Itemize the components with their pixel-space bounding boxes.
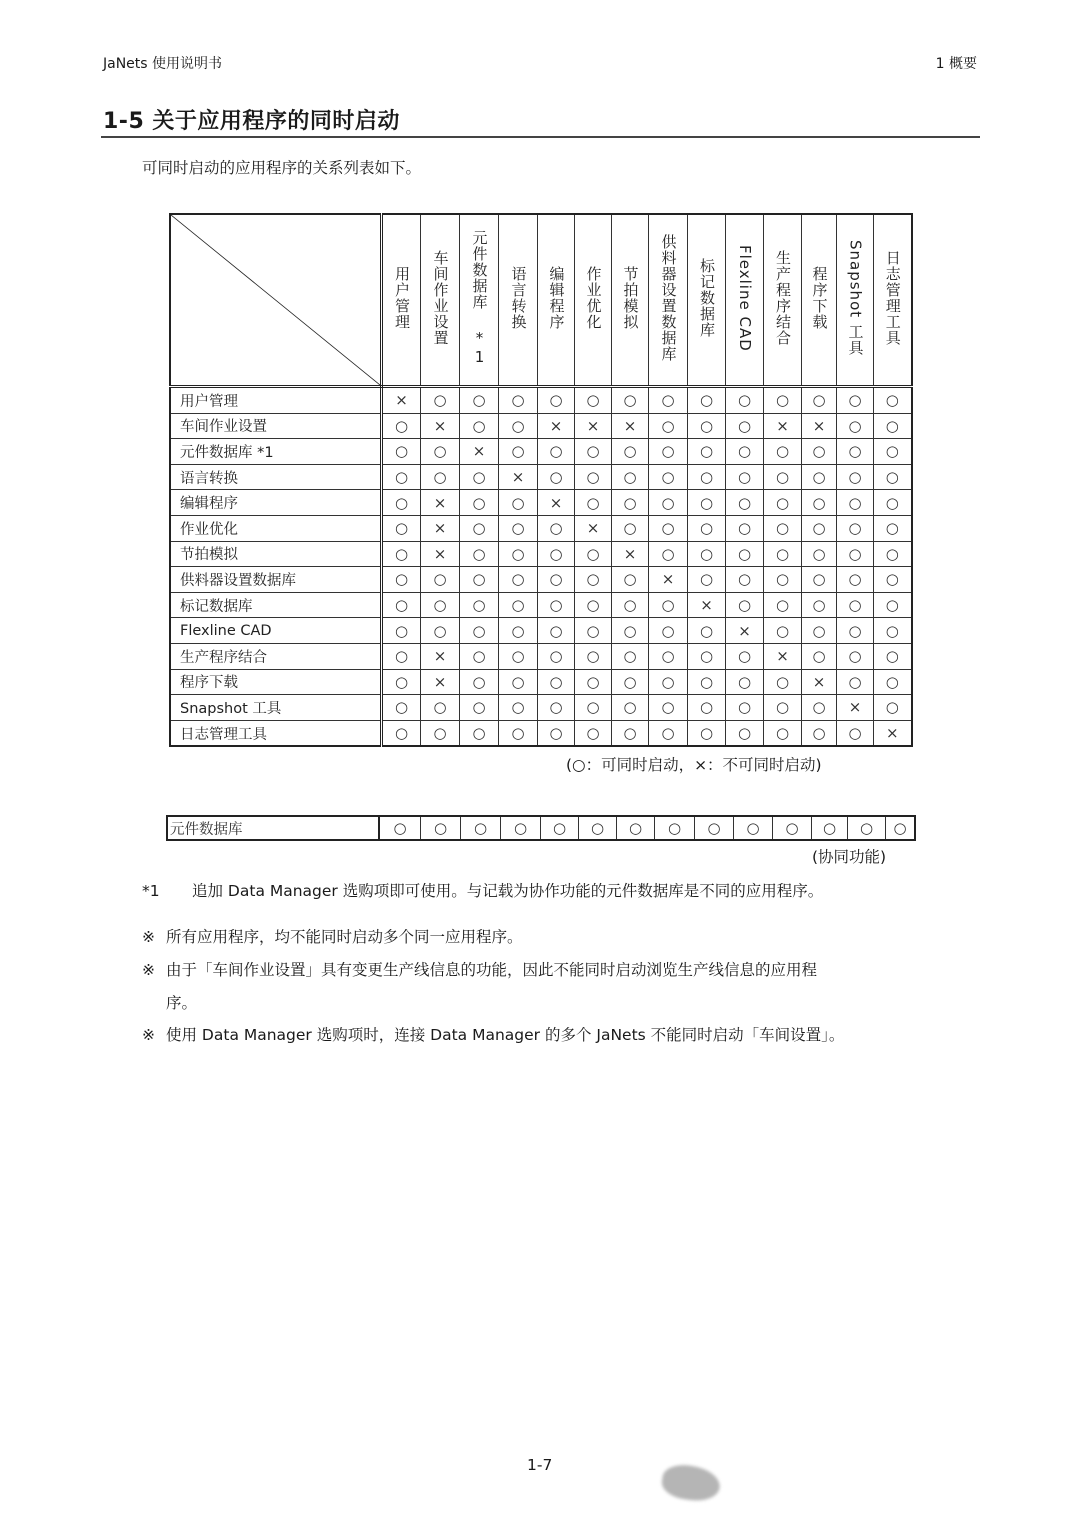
matrix-row bbox=[170, 439, 912, 465]
cell-compatible: ○ bbox=[688, 618, 726, 644]
column-header-label: 节拍模拟 bbox=[621, 266, 640, 330]
cell-compatible: ○ bbox=[837, 592, 874, 618]
cell-compatible: ○ bbox=[802, 695, 837, 721]
cell-compatible: ○ bbox=[538, 464, 575, 490]
note-symbol: ※ bbox=[142, 1026, 155, 1044]
cell-compatible: ○ bbox=[764, 464, 802, 490]
cell-incompatible: × bbox=[726, 618, 764, 644]
column-header-label: 供料器设置数据库 bbox=[659, 234, 678, 362]
cell-compatible: ○ bbox=[460, 515, 499, 541]
cell-compatible: ○ bbox=[726, 413, 764, 439]
cell-incompatible: × bbox=[764, 643, 802, 669]
cell-compatible: ○ bbox=[421, 464, 460, 490]
cell-compatible: ○ bbox=[649, 618, 688, 644]
row-header: 生产程序结合 bbox=[170, 643, 382, 669]
cell-incompatible: × bbox=[421, 643, 460, 669]
cell-compatible: ○ bbox=[874, 567, 912, 593]
cell-incompatible: × bbox=[612, 413, 649, 439]
footnote-text: 追加 Data Manager 选购项即可使用。与记载为协作功能的元件数据库是不同的应用程序。 bbox=[192, 882, 824, 900]
cell-compatible: ○ bbox=[499, 387, 538, 414]
row-header: 语言转换 bbox=[170, 464, 382, 490]
cell-compatible: ○ bbox=[837, 618, 874, 644]
cell-compatible: ○ bbox=[421, 618, 460, 644]
cell-compatible: ○ bbox=[874, 669, 912, 695]
cell-incompatible: × bbox=[802, 413, 837, 439]
cell-compatible: ○ bbox=[837, 643, 874, 669]
cell-compatible: ○ bbox=[612, 515, 649, 541]
cell-compatible: ○ bbox=[499, 618, 538, 644]
cell-compatible: ○ bbox=[802, 720, 837, 746]
cell-incompatible: × bbox=[764, 413, 802, 439]
cell-compatible: ○ bbox=[499, 541, 538, 567]
cell-compatible: ○ bbox=[688, 515, 726, 541]
cell-compatible: ○ bbox=[382, 592, 421, 618]
cell-compatible: ○ bbox=[612, 720, 649, 746]
cell-compatible: ○ bbox=[726, 695, 764, 721]
cell-incompatible: × bbox=[538, 490, 575, 516]
matrix-row bbox=[170, 669, 912, 695]
cell-compatible: ○ bbox=[649, 439, 688, 465]
cell-incompatible: × bbox=[460, 439, 499, 465]
cell-compatible: ○ bbox=[874, 387, 912, 414]
collab-row bbox=[167, 816, 915, 840]
cell-compatible: ○ bbox=[460, 618, 499, 644]
cell-incompatible: × bbox=[538, 413, 575, 439]
cell-compatible: ○ bbox=[382, 464, 421, 490]
cell-compatible: ○ bbox=[726, 669, 764, 695]
column-header bbox=[612, 214, 649, 387]
cell-compatible: ○ bbox=[764, 490, 802, 516]
cell-compatible: ○ bbox=[874, 413, 912, 439]
running-header-right: 1 概要 bbox=[935, 56, 977, 72]
cell-compatible: ○ bbox=[460, 720, 499, 746]
cell-compatible: ○ bbox=[421, 387, 460, 414]
column-header bbox=[837, 214, 874, 387]
matrix-row bbox=[170, 592, 912, 618]
matrix-row bbox=[170, 720, 912, 746]
note-1 bbox=[142, 921, 972, 954]
cell-compatible: ○ bbox=[688, 669, 726, 695]
row-header: 用户管理 bbox=[170, 387, 382, 414]
row-header: 节拍模拟 bbox=[170, 541, 382, 567]
cell-compatible: ○ bbox=[726, 464, 764, 490]
note-3 bbox=[142, 1019, 972, 1052]
cell-compatible: ○ bbox=[649, 669, 688, 695]
matrix-row bbox=[170, 464, 912, 490]
intro-paragraph: 可同时启动的应用程序的关系列表如下。 bbox=[142, 159, 422, 177]
cell-compatible: ○ bbox=[688, 464, 726, 490]
cell-compatible: ○ bbox=[421, 592, 460, 618]
cell-compatible: ○ bbox=[575, 490, 612, 516]
row-header: 作业优化 bbox=[170, 515, 382, 541]
column-header bbox=[575, 214, 612, 387]
column-header bbox=[382, 214, 421, 387]
matrix-row bbox=[170, 618, 912, 644]
column-header bbox=[874, 214, 912, 387]
collab-cell: ○ bbox=[501, 816, 541, 840]
cell-compatible: ○ bbox=[726, 439, 764, 465]
cell-compatible: ○ bbox=[382, 720, 421, 746]
note-continuation: 序。 bbox=[166, 994, 198, 1012]
cell-compatible: ○ bbox=[649, 490, 688, 516]
cell-compatible: ○ bbox=[726, 567, 764, 593]
cell-compatible: ○ bbox=[421, 695, 460, 721]
column-header-label: 编辑程序 bbox=[547, 266, 566, 330]
cell-compatible: ○ bbox=[802, 490, 837, 516]
section-title: 1-5 关于应用程序的同时启动 bbox=[103, 109, 400, 134]
cell-compatible: ○ bbox=[382, 618, 421, 644]
cell-compatible: ○ bbox=[460, 413, 499, 439]
column-header bbox=[538, 214, 575, 387]
cell-compatible: ○ bbox=[874, 490, 912, 516]
row-header: 日志管理工具 bbox=[170, 720, 382, 746]
cell-compatible: ○ bbox=[874, 439, 912, 465]
cell-compatible: ○ bbox=[764, 720, 802, 746]
note-text: 使用 Data Manager 选购项时，连接 Data Manager 的多个 JaNets 不能同时启动「车间设置」。 bbox=[166, 1026, 845, 1044]
cell-compatible: ○ bbox=[649, 464, 688, 490]
cell-compatible: ○ bbox=[612, 490, 649, 516]
cell-compatible: ○ bbox=[575, 541, 612, 567]
cell-compatible: ○ bbox=[538, 567, 575, 593]
matrix-header-row bbox=[170, 214, 912, 387]
cell-compatible: ○ bbox=[499, 515, 538, 541]
title-rule bbox=[101, 136, 980, 138]
cell-incompatible: × bbox=[421, 541, 460, 567]
cell-compatible: ○ bbox=[688, 413, 726, 439]
cell-compatible: ○ bbox=[460, 541, 499, 567]
cell-compatible: ○ bbox=[575, 618, 612, 644]
cell-compatible: ○ bbox=[612, 439, 649, 465]
cell-compatible: ○ bbox=[874, 592, 912, 618]
collab-cell: ○ bbox=[421, 816, 461, 840]
cell-compatible: ○ bbox=[612, 618, 649, 644]
cell-compatible: ○ bbox=[382, 669, 421, 695]
row-header: Flexline CAD bbox=[170, 618, 382, 644]
cell-compatible: ○ bbox=[460, 387, 499, 414]
column-header-label: 程序下载 bbox=[810, 266, 829, 330]
column-header-label: 生产程序结合 bbox=[774, 250, 792, 346]
column-header bbox=[688, 214, 726, 387]
row-header: 编辑程序 bbox=[170, 490, 382, 516]
cell-compatible: ○ bbox=[575, 387, 612, 414]
page-number: 1-7 bbox=[527, 1456, 553, 1474]
note-text: 所有应用程序，均不能同时启动多个同一应用程序。 bbox=[166, 928, 523, 946]
cell-compatible: ○ bbox=[538, 618, 575, 644]
collab-cell: ○ bbox=[379, 816, 421, 840]
cell-compatible: ○ bbox=[649, 720, 688, 746]
cell-compatible: ○ bbox=[726, 541, 764, 567]
collab-cell: ○ bbox=[695, 816, 734, 840]
cell-compatible: ○ bbox=[575, 720, 612, 746]
cell-compatible: ○ bbox=[764, 592, 802, 618]
cell-compatible: ○ bbox=[726, 490, 764, 516]
cell-compatible: ○ bbox=[421, 720, 460, 746]
cell-compatible: ○ bbox=[764, 618, 802, 644]
cell-compatible: ○ bbox=[874, 464, 912, 490]
matrix-row bbox=[170, 387, 912, 414]
column-header-label: 车间作业设置 bbox=[431, 250, 450, 346]
cell-compatible: ○ bbox=[688, 567, 726, 593]
cell-compatible: ○ bbox=[575, 669, 612, 695]
cell-compatible: ○ bbox=[764, 515, 802, 541]
cell-compatible: ○ bbox=[874, 541, 912, 567]
cell-compatible: ○ bbox=[802, 592, 837, 618]
collab-row-label: 元件数据库 bbox=[167, 816, 379, 840]
cell-compatible: ○ bbox=[460, 567, 499, 593]
column-header bbox=[499, 214, 538, 387]
cell-compatible: ○ bbox=[837, 669, 874, 695]
note-symbol: ※ bbox=[142, 928, 155, 946]
cell-compatible: ○ bbox=[802, 618, 837, 644]
collab-cell: ○ bbox=[655, 816, 695, 840]
cell-compatible: ○ bbox=[802, 541, 837, 567]
cell-compatible: ○ bbox=[382, 515, 421, 541]
cell-compatible: ○ bbox=[874, 643, 912, 669]
cell-compatible: ○ bbox=[612, 387, 649, 414]
row-header: 元件数据库 *1 bbox=[170, 439, 382, 465]
column-header-label: 标记数据库 bbox=[698, 258, 716, 338]
cell-incompatible: × bbox=[688, 592, 726, 618]
cell-compatible: ○ bbox=[499, 643, 538, 669]
matrix-row bbox=[170, 515, 912, 541]
cell-compatible: ○ bbox=[538, 541, 575, 567]
cell-compatible: ○ bbox=[802, 387, 837, 414]
cell-compatible: ○ bbox=[575, 567, 612, 593]
cell-compatible: ○ bbox=[649, 541, 688, 567]
matrix-row bbox=[170, 695, 912, 721]
cell-compatible: ○ bbox=[612, 695, 649, 721]
row-header: 供料器设置数据库 bbox=[170, 567, 382, 593]
cell-compatible: ○ bbox=[837, 567, 874, 593]
cell-compatible: ○ bbox=[764, 439, 802, 465]
compatibility-matrix bbox=[169, 213, 913, 747]
cell-compatible: ○ bbox=[499, 567, 538, 593]
cell-compatible: ○ bbox=[837, 541, 874, 567]
matrix-row bbox=[170, 490, 912, 516]
cell-compatible: ○ bbox=[382, 567, 421, 593]
cell-compatible: ○ bbox=[575, 464, 612, 490]
column-header bbox=[726, 214, 764, 387]
cell-compatible: ○ bbox=[538, 387, 575, 414]
column-header bbox=[764, 214, 802, 387]
column-header-label: 元件数据库 *1 bbox=[470, 229, 489, 367]
cell-compatible: ○ bbox=[538, 695, 575, 721]
diagonal-line bbox=[171, 215, 380, 385]
cell-compatible: ○ bbox=[688, 490, 726, 516]
corner-cell bbox=[170, 214, 382, 387]
cell-compatible: ○ bbox=[575, 695, 612, 721]
cell-compatible: ○ bbox=[764, 567, 802, 593]
cell-compatible: ○ bbox=[649, 387, 688, 414]
cell-compatible: ○ bbox=[460, 592, 499, 618]
cell-compatible: ○ bbox=[499, 439, 538, 465]
cell-compatible: ○ bbox=[499, 490, 538, 516]
footnote-mark: *1 bbox=[142, 882, 160, 900]
matrix-legend: (○：可同时启动，×：不可同时启动) bbox=[566, 756, 822, 774]
cell-compatible: ○ bbox=[802, 643, 837, 669]
cell-compatible: ○ bbox=[538, 643, 575, 669]
cell-compatible: ○ bbox=[649, 643, 688, 669]
footnote bbox=[142, 879, 823, 901]
column-header-label: 作业优化 bbox=[584, 266, 603, 330]
cell-compatible: ○ bbox=[874, 695, 912, 721]
cell-compatible: ○ bbox=[726, 387, 764, 414]
cell-compatible: ○ bbox=[764, 541, 802, 567]
cell-compatible: ○ bbox=[726, 643, 764, 669]
collab-cell: ○ bbox=[541, 816, 579, 840]
cell-compatible: ○ bbox=[460, 464, 499, 490]
column-header bbox=[460, 214, 499, 387]
cell-compatible: ○ bbox=[802, 567, 837, 593]
cell-compatible: ○ bbox=[499, 669, 538, 695]
cell-compatible: ○ bbox=[460, 669, 499, 695]
cell-compatible: ○ bbox=[575, 592, 612, 618]
cell-incompatible: × bbox=[612, 541, 649, 567]
cell-compatible: ○ bbox=[575, 643, 612, 669]
cell-compatible: ○ bbox=[649, 695, 688, 721]
cell-compatible: ○ bbox=[382, 541, 421, 567]
collab-note: (协同功能) bbox=[812, 848, 887, 866]
collab-cell: ○ bbox=[773, 816, 812, 840]
cell-compatible: ○ bbox=[726, 720, 764, 746]
cell-compatible: ○ bbox=[538, 439, 575, 465]
cell-compatible: ○ bbox=[649, 413, 688, 439]
cell-compatible: ○ bbox=[612, 464, 649, 490]
cell-compatible: ○ bbox=[874, 618, 912, 644]
cell-compatible: ○ bbox=[460, 695, 499, 721]
cell-compatible: ○ bbox=[802, 439, 837, 465]
cell-incompatible: × bbox=[575, 515, 612, 541]
row-header: 程序下载 bbox=[170, 669, 382, 695]
cell-compatible: ○ bbox=[802, 515, 837, 541]
note-2 bbox=[142, 954, 972, 1020]
cell-compatible: ○ bbox=[499, 413, 538, 439]
scan-smudge bbox=[660, 1462, 722, 1504]
cell-compatible: ○ bbox=[421, 567, 460, 593]
cell-compatible: ○ bbox=[764, 695, 802, 721]
cell-compatible: ○ bbox=[538, 592, 575, 618]
cell-incompatible: × bbox=[575, 413, 612, 439]
cell-compatible: ○ bbox=[460, 490, 499, 516]
row-header: 车间作业设置 bbox=[170, 413, 382, 439]
cell-incompatible: × bbox=[421, 413, 460, 439]
column-header bbox=[649, 214, 688, 387]
cell-incompatible: × bbox=[421, 515, 460, 541]
cell-compatible: ○ bbox=[837, 515, 874, 541]
cell-compatible: ○ bbox=[612, 643, 649, 669]
cell-compatible: ○ bbox=[837, 490, 874, 516]
cell-compatible: ○ bbox=[837, 439, 874, 465]
cell-compatible: ○ bbox=[837, 413, 874, 439]
cell-compatible: ○ bbox=[382, 413, 421, 439]
collab-cell: ○ bbox=[812, 816, 848, 840]
cell-incompatible: × bbox=[802, 669, 837, 695]
cell-compatible: ○ bbox=[460, 643, 499, 669]
cell-compatible: ○ bbox=[874, 515, 912, 541]
cell-compatible: ○ bbox=[538, 669, 575, 695]
column-header bbox=[802, 214, 837, 387]
cell-compatible: ○ bbox=[538, 515, 575, 541]
cell-compatible: ○ bbox=[382, 643, 421, 669]
collab-cell: ○ bbox=[461, 816, 501, 840]
cell-compatible: ○ bbox=[382, 439, 421, 465]
cell-compatible: ○ bbox=[421, 439, 460, 465]
cell-compatible: ○ bbox=[688, 720, 726, 746]
collab-cell: ○ bbox=[734, 816, 773, 840]
cell-incompatible: × bbox=[874, 720, 912, 746]
cell-compatible: ○ bbox=[499, 592, 538, 618]
cell-compatible: ○ bbox=[575, 439, 612, 465]
cell-incompatible: × bbox=[499, 464, 538, 490]
collab-table bbox=[166, 815, 916, 841]
cell-compatible: ○ bbox=[649, 515, 688, 541]
row-header: Snapshot 工具 bbox=[170, 695, 382, 721]
cell-compatible: ○ bbox=[382, 490, 421, 516]
cell-incompatible: × bbox=[837, 695, 874, 721]
matrix-row bbox=[170, 413, 912, 439]
cell-compatible: ○ bbox=[612, 592, 649, 618]
matrix-row bbox=[170, 567, 912, 593]
column-header-label: 用户管理 bbox=[393, 266, 411, 330]
column-header-label: 日志管理工具 bbox=[883, 250, 902, 346]
column-header bbox=[421, 214, 460, 387]
cell-compatible: ○ bbox=[837, 387, 874, 414]
cell-incompatible: × bbox=[421, 669, 460, 695]
row-header: 标记数据库 bbox=[170, 592, 382, 618]
cell-compatible: ○ bbox=[382, 695, 421, 721]
cell-compatible: ○ bbox=[538, 720, 575, 746]
cell-compatible: ○ bbox=[688, 695, 726, 721]
cell-compatible: ○ bbox=[802, 464, 837, 490]
collab-cell: ○ bbox=[886, 816, 916, 840]
matrix-row bbox=[170, 643, 912, 669]
cell-compatible: ○ bbox=[688, 541, 726, 567]
cell-incompatible: × bbox=[421, 490, 460, 516]
column-header-label: 语言转换 bbox=[509, 266, 528, 330]
cell-compatible: ○ bbox=[649, 592, 688, 618]
cell-compatible: ○ bbox=[612, 669, 649, 695]
cell-compatible: ○ bbox=[837, 720, 874, 746]
collab-cell: ○ bbox=[579, 816, 617, 840]
cell-compatible: ○ bbox=[688, 439, 726, 465]
note-text: 由于「车间作业设置」具有变更生产线信息的功能，因此不能同时启动浏览生产线信息的应用程 bbox=[166, 961, 818, 979]
cell-compatible: ○ bbox=[499, 695, 538, 721]
cell-compatible: ○ bbox=[688, 387, 726, 414]
collab-cell: ○ bbox=[848, 816, 886, 840]
cell-compatible: ○ bbox=[612, 567, 649, 593]
note-symbol: ※ bbox=[142, 961, 155, 979]
cell-compatible: ○ bbox=[688, 643, 726, 669]
cell-compatible: ○ bbox=[764, 669, 802, 695]
cell-compatible: ○ bbox=[764, 387, 802, 414]
cell-compatible: ○ bbox=[726, 592, 764, 618]
running-header-left: JaNets 使用说明书 bbox=[103, 56, 223, 72]
cell-compatible: ○ bbox=[499, 720, 538, 746]
cell-incompatible: × bbox=[382, 387, 421, 414]
cell-compatible: ○ bbox=[726, 515, 764, 541]
cell-compatible: ○ bbox=[837, 464, 874, 490]
column-header-label: Flexline CAD bbox=[736, 244, 754, 352]
cell-incompatible: × bbox=[649, 567, 688, 593]
collab-cell: ○ bbox=[617, 816, 655, 840]
matrix-row bbox=[170, 541, 912, 567]
column-header-label: Snapshot 工具 bbox=[846, 240, 865, 356]
